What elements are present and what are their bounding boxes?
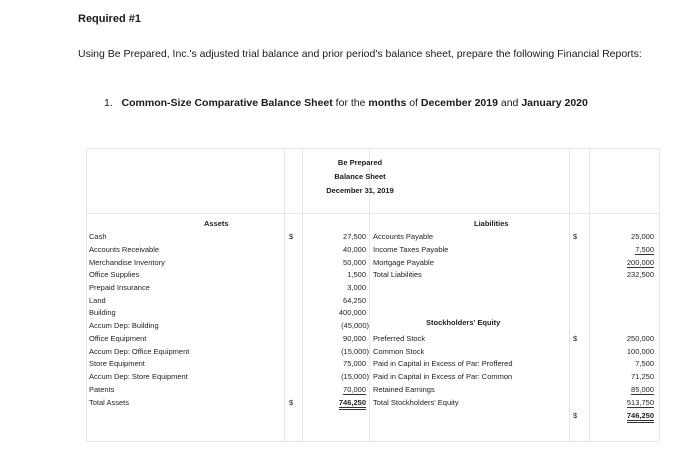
- asset-value: (45,000): [341, 321, 369, 330]
- currency-sign: $: [573, 232, 578, 241]
- liability-label: Mortgage Payable: [373, 258, 434, 267]
- company-name: Be Prepared: [337, 158, 383, 167]
- asset-value: (15,000): [341, 372, 369, 381]
- asset-label: Prepaid Insurance: [89, 283, 150, 292]
- asset-label: Building: [89, 308, 116, 317]
- currency-sign: $: [289, 398, 294, 407]
- asset-label: Cash: [89, 232, 107, 241]
- equity-value: 7,500: [635, 359, 654, 368]
- asset-label: Store Equipment: [89, 359, 145, 368]
- task-item: [104, 97, 588, 109]
- task-months: months: [368, 97, 407, 109]
- task-text: for the: [332, 97, 369, 109]
- asset-value: 3,000: [347, 283, 366, 292]
- total-liabilities-value: 232,500: [626, 270, 654, 279]
- statement-date: December 31, 2019: [326, 186, 394, 195]
- asset-value: 64,250: [343, 296, 366, 305]
- equity-label: Paid in Capital in Excess of Par: Common: [373, 372, 513, 381]
- section-heading: Required #1: [78, 13, 141, 25]
- liability-label: Income Taxes Payable: [373, 245, 449, 254]
- currency-sign: $: [289, 232, 294, 241]
- task-text: of: [406, 97, 421, 109]
- equity-value: 100,000: [626, 347, 654, 356]
- equity-header: Stockholders' Equity: [426, 318, 501, 327]
- asset-value: 1,500: [347, 270, 366, 279]
- task-text: and: [497, 97, 522, 109]
- asset-value: 70,000: [343, 385, 366, 394]
- asset-label: Accum Dep: Store Equipment: [89, 372, 188, 381]
- asset-label: Merchandise Inventory: [89, 258, 165, 267]
- asset-value: 50,000: [343, 258, 366, 267]
- asset-label: Accum Dep: Building: [89, 321, 159, 330]
- asset-value: 90,000: [343, 334, 366, 343]
- liabilities-header: Liabilities: [474, 219, 509, 228]
- asset-label: Accounts Receivable: [89, 245, 160, 254]
- equity-label: Common Stock: [373, 347, 425, 356]
- total-equity-label: Total Stockholders' Equity: [373, 398, 459, 407]
- liability-value: 7,500: [635, 245, 654, 254]
- asset-label: Accum Dep: Office Equipment: [89, 347, 190, 356]
- liability-value: 200,000: [626, 258, 654, 267]
- task-month-dec: December 2019: [420, 97, 498, 109]
- total-assets-label: Total Assets: [89, 398, 130, 407]
- equity-value: 71,250: [631, 372, 654, 381]
- asset-label: Office Equipment: [89, 334, 147, 343]
- liability-label: Accounts Payable: [373, 232, 434, 241]
- total-equity-value: 513,750: [626, 398, 654, 407]
- task-month-jan: January 2020: [521, 97, 588, 109]
- equity-value: 250,000: [626, 334, 654, 343]
- currency-sign: $: [573, 411, 578, 420]
- equity-label: Paid in Capital in Excess of Par: Proffered: [373, 359, 513, 368]
- currency-sign: $: [573, 334, 578, 343]
- total-liabilities-equity-value: 746,250: [627, 411, 654, 423]
- equity-label: Preferred Stock: [373, 334, 426, 343]
- equity-label: Retained Earnings: [373, 385, 435, 394]
- equity-value: 85,000: [631, 385, 654, 394]
- total-assets-value: 746,250: [339, 398, 366, 410]
- instructions-text: Using Be Prepared, Inc.'s adjusted trial balance and prior period's balance sheet, prepare the following Financial Reports:: [78, 48, 642, 60]
- balance-sheet: [86, 148, 659, 441]
- total-liabilities-label: Total Liabilities: [373, 270, 422, 279]
- asset-value: 27,500: [343, 232, 366, 241]
- task-number: 1.: [104, 97, 113, 109]
- asset-value: 40,000: [343, 245, 366, 254]
- statement-title: Balance Sheet: [334, 172, 386, 181]
- asset-value: 400,000: [338, 308, 366, 317]
- assets-header: Assets: [204, 219, 229, 228]
- asset-label: Patents: [89, 385, 115, 394]
- asset-value: (15,000): [341, 347, 369, 356]
- asset-label: Land: [89, 296, 106, 305]
- asset-value: 75,000: [343, 359, 366, 368]
- asset-label: Office Supplies: [89, 270, 140, 279]
- liability-value: 25,000: [631, 232, 654, 241]
- task-title: Common-Size Comparative Balance Sheet: [121, 97, 333, 109]
